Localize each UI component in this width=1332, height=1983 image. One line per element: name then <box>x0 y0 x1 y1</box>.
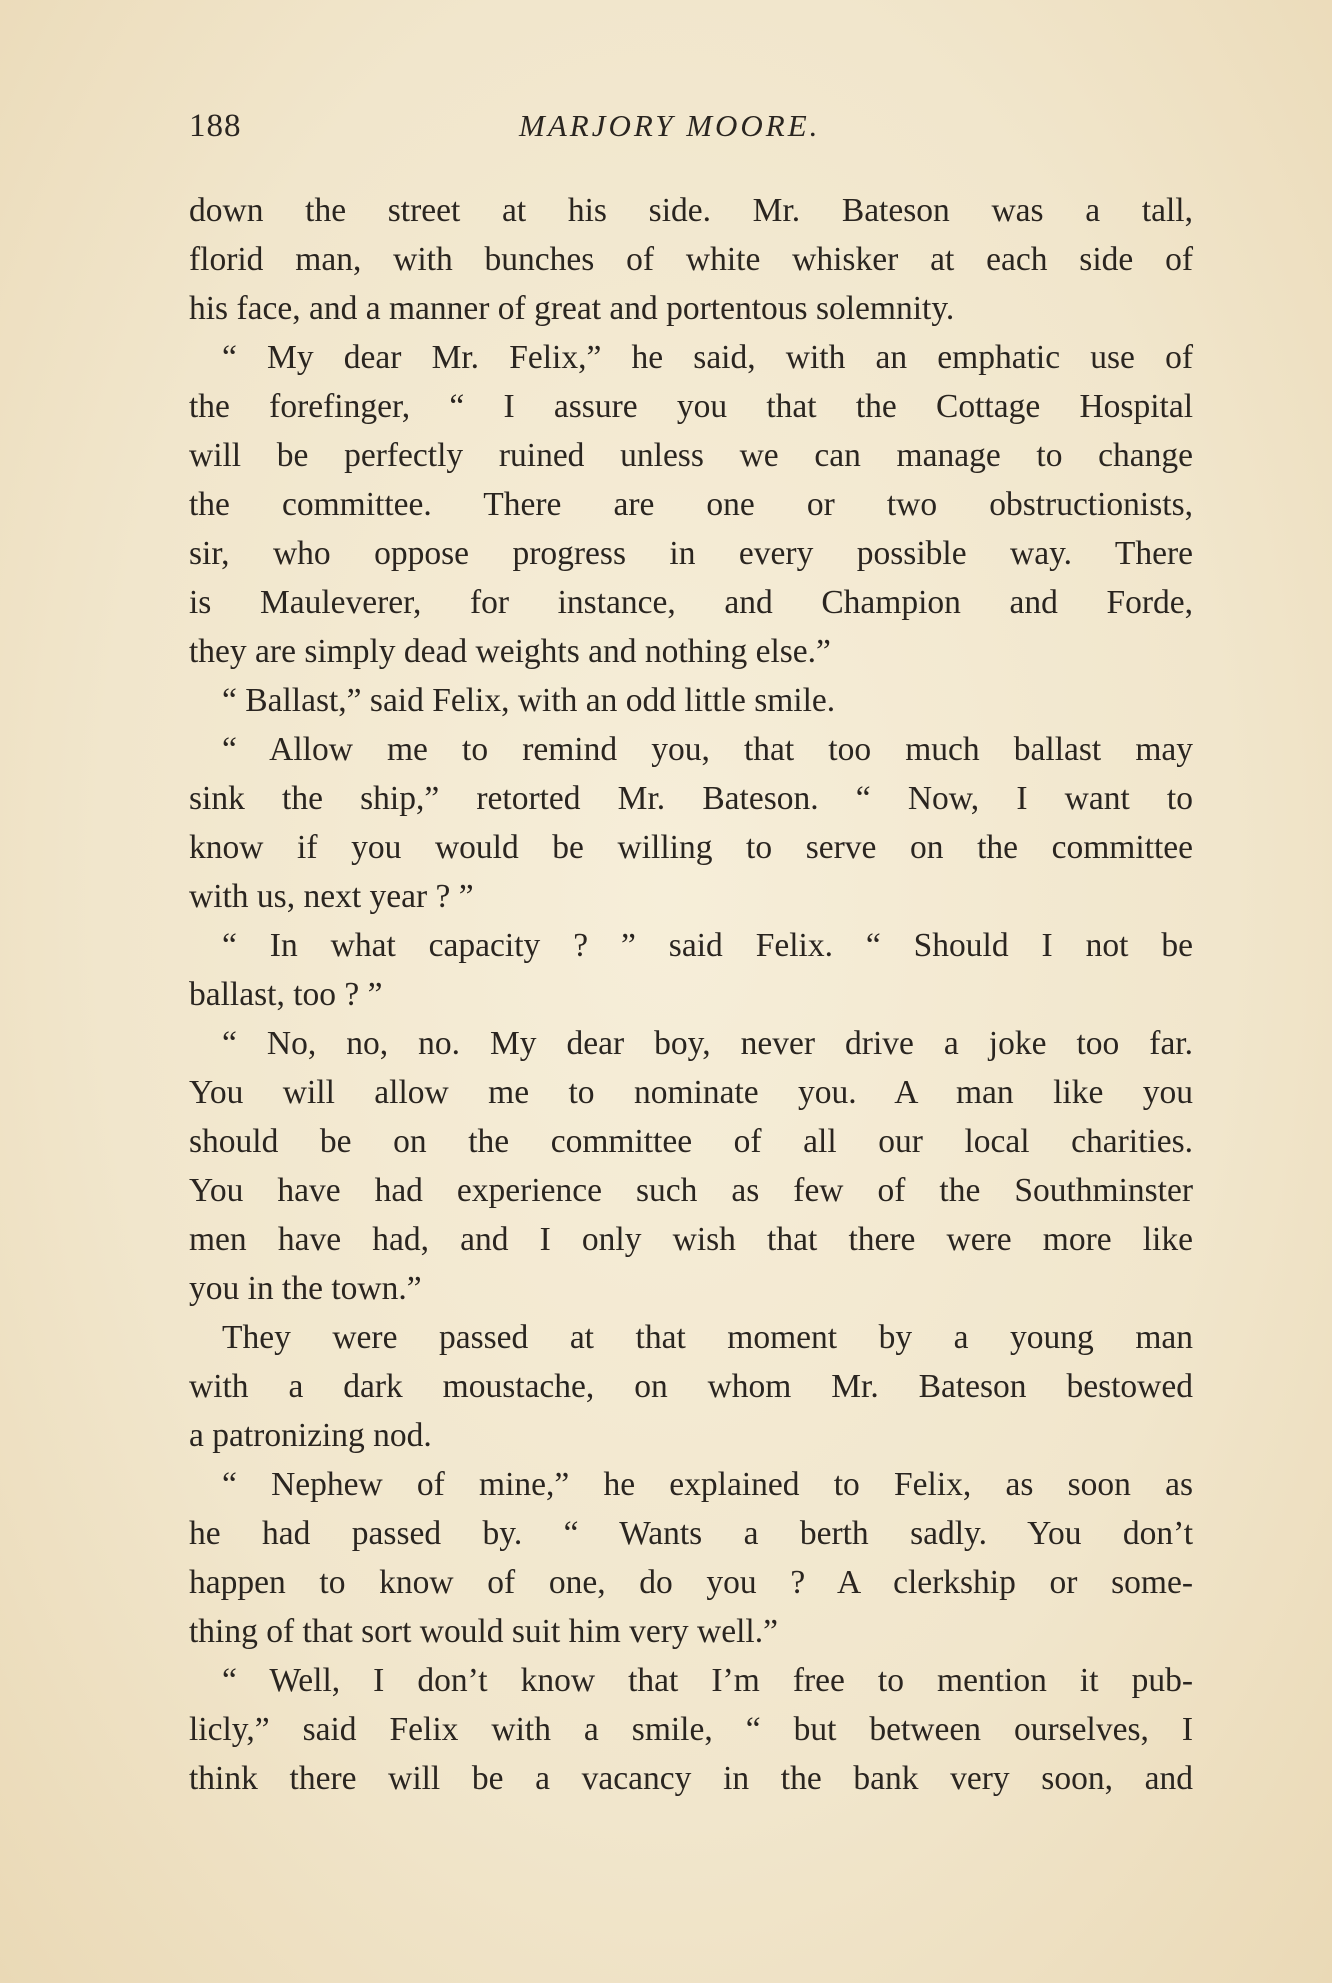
body-text <box>189 186 1193 1803</box>
text-line: happen to know of one, do you ? A clerkship or some- <box>189 1564 1193 1601</box>
text-line: think there will be a vacancy in the bank very soon, and <box>189 1760 1193 1797</box>
text-line: with a dark moustache, on whom Mr. Bateson bestowed <box>189 1368 1193 1405</box>
text-line: men have had, and I only wish that there were more like <box>189 1221 1193 1258</box>
text-line: he had passed by. “ Wants a berth sadly. You don’t <box>189 1515 1193 1552</box>
text-line: will be perfectly ruined unless we can manage to change <box>189 437 1193 474</box>
page-number: 188 <box>189 108 242 144</box>
text-line: “ Allow me to remind you, that too much ballast may <box>222 731 1193 768</box>
text-line: is Mauleverer, for instance, and Champion and Forde, <box>189 584 1193 621</box>
text-line: “ Well, I don’t know that I’m free to mention it pub- <box>222 1662 1193 1699</box>
text-line: “ Ballast,” said Felix, with an odd little smile. <box>222 682 836 719</box>
text-line: sink the ship,” retorted Mr. Bateson. “ Now, I want to <box>189 780 1193 817</box>
running-title: MARJORY MOORE. <box>519 108 821 143</box>
text-line: a patronizing nod. <box>189 1417 432 1454</box>
page-header <box>189 108 1189 154</box>
text-line: They were passed at that moment by a young man <box>222 1319 1193 1356</box>
text-line: florid man, with bunches of white whisker at each side of <box>189 241 1193 278</box>
text-line: his face, and a manner of great and portentous solemnity. <box>189 290 955 327</box>
text-line: You have had experience such as few of the Southminster <box>189 1172 1193 1209</box>
text-line: thing of that sort would suit him very well.” <box>189 1613 778 1650</box>
text-line: licly,” said Felix with a smile, “ but between ourselves, I <box>189 1711 1193 1748</box>
text-line: “ No, no, no. My dear boy, never drive a joke too far. <box>222 1025 1193 1062</box>
text-line: they are simply dead weights and nothing else.” <box>189 633 831 670</box>
text-line: “ In what capacity ? ” said Felix. “ Should I not be <box>222 927 1193 964</box>
text-line: you in the town.” <box>189 1270 422 1307</box>
text-line: with us, next year ? ” <box>189 878 474 915</box>
text-line: know if you would be willing to serve on the committee <box>189 829 1193 866</box>
text-line: down the street at his side. Mr. Bateson was a tall, <box>189 192 1193 229</box>
text-line: should be on the committee of all our local charities. <box>189 1123 1193 1160</box>
text-line: sir, who oppose progress in every possible way. There <box>189 535 1193 572</box>
text-line: “ My dear Mr. Felix,” he said, with an emphatic use of <box>222 339 1193 376</box>
text-line: “ Nephew of mine,” he explained to Felix, as soon as <box>222 1466 1193 1503</box>
text-line: the forefinger, “ I assure you that the Cottage Hospital <box>189 388 1193 425</box>
text-line: You will allow me to nominate you. A man like you <box>189 1074 1193 1111</box>
text-line: the committee. There are one or two obstructionists, <box>189 486 1193 523</box>
text-line: ballast, too ? ” <box>189 976 383 1013</box>
